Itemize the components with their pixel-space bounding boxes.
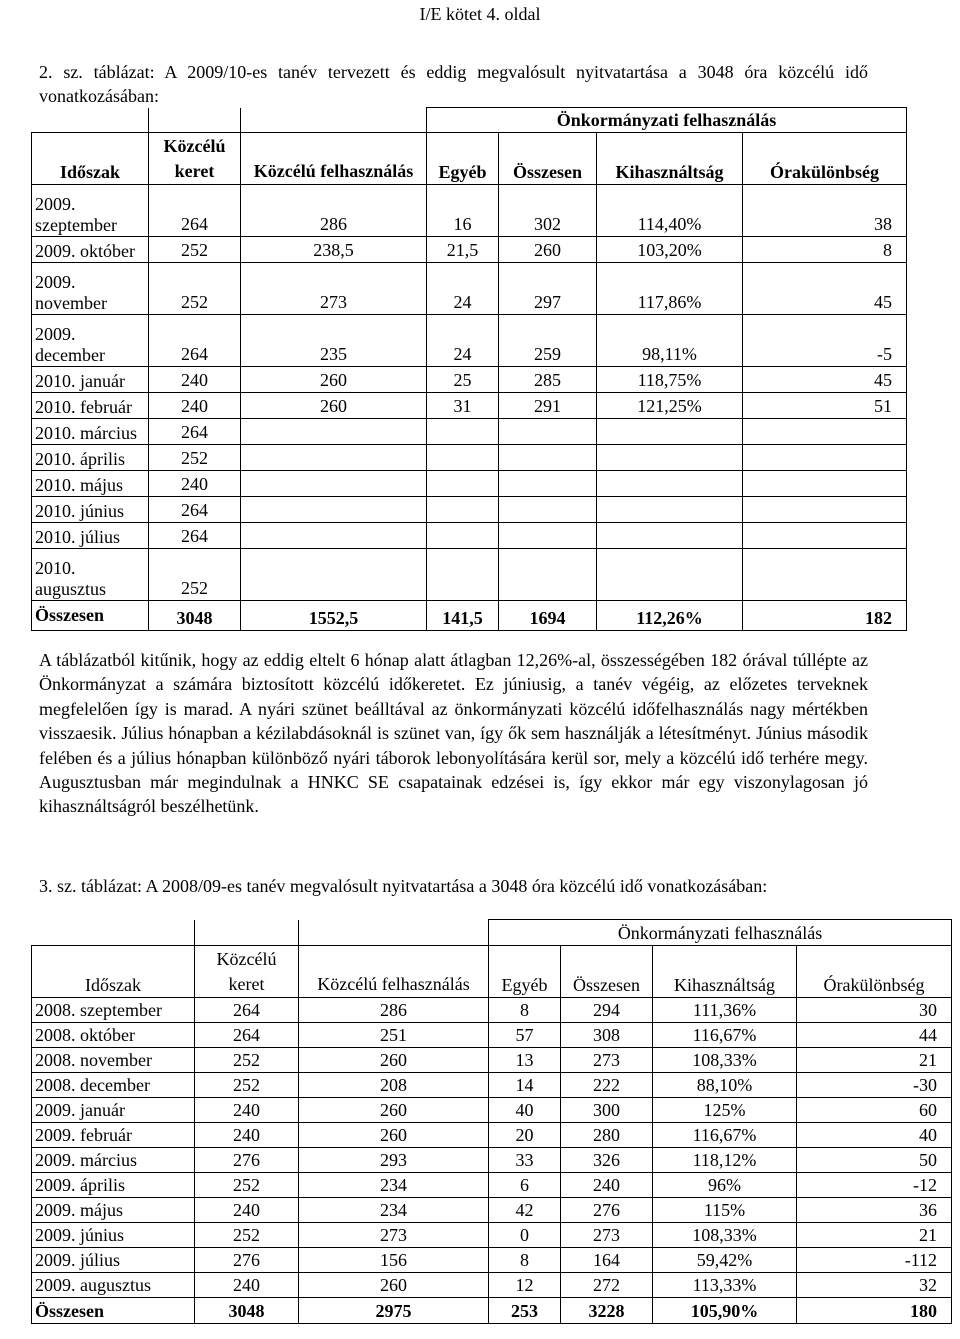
t3-period-cell: 2009. március: [32, 1148, 195, 1173]
t2-value-cell: 302: [499, 185, 597, 237]
t3-row: [32, 1073, 952, 1098]
t2-value-cell: 240: [149, 367, 241, 393]
t3-value-cell: 44: [797, 1023, 952, 1048]
t2-value-cell: 273: [241, 263, 427, 315]
t2-value-cell: [743, 523, 907, 549]
t3-value-cell: 308: [561, 1023, 653, 1048]
t2-row: [32, 367, 907, 393]
t3-value-cell: -12: [797, 1173, 952, 1198]
t3-value-cell: 276: [195, 1248, 299, 1273]
t2-period-cell: 2010. augusztus: [32, 549, 149, 601]
t2-corner: [32, 108, 149, 133]
t3-period-cell: 2009. február: [32, 1123, 195, 1148]
t2-period-cell: 2010. január: [32, 367, 149, 393]
t2-header-felhasznalas: Közcélú felhasználás: [241, 133, 427, 185]
t3-total-cell: 3228: [561, 1298, 653, 1324]
t3-group-header: Önkormányzati felhasználás: [489, 920, 952, 946]
t2-header-keret: Közcélú keret: [149, 133, 241, 185]
t2-value-cell: [597, 445, 743, 471]
t2-value-cell: 238,5: [241, 237, 427, 263]
t3-value-cell: 240: [195, 1273, 299, 1298]
t2-total-cell: 1552,5: [241, 601, 427, 631]
t3-value-cell: 276: [195, 1148, 299, 1173]
t3-value-cell: 264: [195, 998, 299, 1023]
t2-row: [32, 523, 907, 549]
t3-corner3: [299, 920, 489, 946]
t2-value-cell: 264: [149, 315, 241, 367]
t2-value-cell: 21,5: [427, 237, 499, 263]
t3-value-cell: 164: [561, 1248, 653, 1273]
t2-value-cell: [241, 497, 427, 523]
t2-value-cell: [597, 471, 743, 497]
t3-value-cell: 280: [561, 1123, 653, 1148]
t2-value-cell: [499, 523, 597, 549]
t2-period-cell: 2010. április: [32, 445, 149, 471]
t3-value-cell: 118,12%: [653, 1148, 797, 1173]
t3-value-cell: 326: [561, 1148, 653, 1173]
t2-value-cell: 252: [149, 263, 241, 315]
t2-value-cell: 31: [427, 393, 499, 419]
t3-value-cell: 57: [489, 1023, 561, 1048]
t2-group-header: Önkormányzati felhasználás: [427, 108, 907, 133]
t3-value-cell: 30: [797, 998, 952, 1023]
t2-total-cell: 112,26%: [597, 601, 743, 631]
table2: [31, 107, 907, 631]
t3-value-cell: 0: [489, 1223, 561, 1248]
t3-row: [32, 1198, 952, 1223]
t2-value-cell: 16: [427, 185, 499, 237]
t3-header-osszesen: Összesen: [561, 946, 653, 998]
t3-value-cell: 113,33%: [653, 1273, 797, 1298]
t3-value-cell: 42: [489, 1198, 561, 1223]
t2-value-cell: [597, 497, 743, 523]
t2-value-cell: [241, 419, 427, 445]
t2-value-cell: [241, 471, 427, 497]
t3-value-cell: 208: [299, 1073, 489, 1098]
t3-total-label: Összesen: [32, 1298, 195, 1324]
t3-row: [32, 1248, 952, 1273]
t2-header-idoszak: Időszak: [32, 133, 149, 185]
t2-value-cell: [597, 523, 743, 549]
t2-value-cell: [427, 497, 499, 523]
t2-value-cell: 264: [149, 523, 241, 549]
t3-row: [32, 1048, 952, 1073]
t3-value-cell: 252: [195, 1173, 299, 1198]
t3-row: [32, 1098, 952, 1123]
t3-row: [32, 1223, 952, 1248]
t3-value-cell: 286: [299, 998, 489, 1023]
t2-value-cell: 259: [499, 315, 597, 367]
t2-value-cell: [241, 523, 427, 549]
t2-total-cell: 3048: [149, 601, 241, 631]
t2-value-cell: [427, 419, 499, 445]
table2-caption: 2. sz. táblázat: A 2009/10-es tanév tervezett és eddig megvalósult nyitvatartása a 3048 óra közcélú idő vonatkozásában:: [39, 62, 868, 106]
t3-value-cell: 40: [489, 1098, 561, 1123]
t2-value-cell: 235: [241, 315, 427, 367]
t3-value-cell: 273: [299, 1223, 489, 1248]
t2-value-cell: 38: [743, 185, 907, 237]
t2-period-cell: 2009. november: [32, 263, 149, 315]
t2-period-cell: 2010. május: [32, 471, 149, 497]
t3-value-cell: 13: [489, 1048, 561, 1073]
t3-value-cell: 260: [299, 1048, 489, 1073]
t2-row: [32, 445, 907, 471]
t3-value-cell: 240: [561, 1173, 653, 1198]
t2-total-cell: 1694: [499, 601, 597, 631]
t2-period-cell: 2010. július: [32, 523, 149, 549]
t3-value-cell: 96%: [653, 1173, 797, 1198]
table3-caption: 3. sz. táblázat: A 2008/09-es tanév megvalósult nyitvatartása a 3048 óra közcélú idő vonatkozásában:: [39, 876, 768, 896]
t2-value-cell: [499, 549, 597, 601]
t2-value-cell: 118,75%: [597, 367, 743, 393]
t3-value-cell: 20: [489, 1123, 561, 1148]
t2-row: [32, 497, 907, 523]
t2-value-cell: 24: [427, 315, 499, 367]
t3-value-cell: 50: [797, 1148, 952, 1173]
t3-value-cell: 251: [299, 1023, 489, 1048]
t3-value-cell: 272: [561, 1273, 653, 1298]
t2-value-cell: 45: [743, 367, 907, 393]
t3-value-cell: 252: [195, 1048, 299, 1073]
t3-period-cell: 2009. augusztus: [32, 1273, 195, 1298]
t2-header-egyeb: Egyéb: [427, 133, 499, 185]
t3-value-cell: 234: [299, 1198, 489, 1223]
t2-value-cell: 252: [149, 549, 241, 601]
t3-value-cell: 108,33%: [653, 1048, 797, 1073]
t2-row: [32, 315, 907, 367]
t2-period-cell: 2009. október: [32, 237, 149, 263]
t2-value-cell: [499, 471, 597, 497]
t2-value-cell: 121,25%: [597, 393, 743, 419]
t3-row: [32, 1023, 952, 1048]
t2-value-cell: [743, 445, 907, 471]
t3-header-keret: Közcélú keret: [195, 946, 299, 998]
t2-value-cell: 260: [241, 367, 427, 393]
t2-total-row: [32, 601, 907, 631]
t3-total-cell: 105,90%: [653, 1298, 797, 1324]
t2-value-cell: [427, 523, 499, 549]
t3-value-cell: 108,33%: [653, 1223, 797, 1248]
t3-value-cell: 40: [797, 1123, 952, 1148]
t2-row: [32, 263, 907, 315]
t3-value-cell: 260: [299, 1273, 489, 1298]
t3-period-cell: 2009. május: [32, 1198, 195, 1223]
t2-value-cell: [427, 445, 499, 471]
t3-header-idoszak: Időszak: [32, 946, 195, 998]
t3-value-cell: 33: [489, 1148, 561, 1173]
t2-value-cell: [241, 445, 427, 471]
t2-value-cell: 45: [743, 263, 907, 315]
t2-value-cell: [427, 549, 499, 601]
t3-total-row: [32, 1298, 952, 1324]
t2-value-cell: [499, 497, 597, 523]
t3-row: [32, 1123, 952, 1148]
t2-value-cell: 103,20%: [597, 237, 743, 263]
t3-value-cell: 116,67%: [653, 1023, 797, 1048]
t2-value-cell: [427, 471, 499, 497]
t2-value-cell: 260: [241, 393, 427, 419]
t3-corner2: [195, 920, 299, 946]
t2-row: [32, 549, 907, 601]
t2-value-cell: [499, 445, 597, 471]
t2-value-cell: [743, 497, 907, 523]
t2-value-cell: [743, 549, 907, 601]
t3-row: [32, 1273, 952, 1298]
t3-period-cell: 2008. szeptember: [32, 998, 195, 1023]
t2-period-cell: 2010. március: [32, 419, 149, 445]
t3-header-felhasznalas: Közcélú felhasználás: [299, 946, 489, 998]
t3-header-orakulonbseg: Órakülönbség: [797, 946, 952, 998]
t2-period-cell: 2010. június: [32, 497, 149, 523]
t2-header-orakulonbseg: Órakülönbség: [743, 133, 907, 185]
t2-corner2: [149, 108, 241, 133]
t3-total-cell: 253: [489, 1298, 561, 1324]
t3-value-cell: 252: [195, 1223, 299, 1248]
t3-value-cell: 252: [195, 1073, 299, 1098]
t2-value-cell: 286: [241, 185, 427, 237]
t2-value-cell: [597, 419, 743, 445]
t2-row: [32, 471, 907, 497]
t3-period-cell: 2008. október: [32, 1023, 195, 1048]
t3-value-cell: 32: [797, 1273, 952, 1298]
t3-value-cell: 12: [489, 1273, 561, 1298]
t3-row: [32, 1173, 952, 1198]
t2-value-cell: 24: [427, 263, 499, 315]
t3-value-cell: 240: [195, 1098, 299, 1123]
t3-value-cell: 240: [195, 1198, 299, 1223]
t2-period-cell: 2009. december: [32, 315, 149, 367]
t2-value-cell: 264: [149, 497, 241, 523]
t3-value-cell: 111,36%: [653, 998, 797, 1023]
t2-value-cell: 51: [743, 393, 907, 419]
t3-corner: [32, 920, 195, 946]
t3-period-cell: 2009. június: [32, 1223, 195, 1248]
page-header: I/E kötet 4. oldal: [419, 4, 541, 24]
t3-total-cell: 2975: [299, 1298, 489, 1324]
t3-value-cell: 21: [797, 1048, 952, 1073]
t2-row: [32, 237, 907, 263]
t3-value-cell: -112: [797, 1248, 952, 1273]
t2-value-cell: [743, 419, 907, 445]
t2-value-cell: 264: [149, 185, 241, 237]
t3-value-cell: 6: [489, 1173, 561, 1198]
t3-value-cell: 260: [299, 1098, 489, 1123]
t2-value-cell: [743, 471, 907, 497]
t3-value-cell: -30: [797, 1073, 952, 1098]
t3-value-cell: 222: [561, 1073, 653, 1098]
t3-value-cell: 273: [561, 1048, 653, 1073]
t2-value-cell: 291: [499, 393, 597, 419]
t2-value-cell: 114,40%: [597, 185, 743, 237]
t3-row: [32, 998, 952, 1023]
t2-value-cell: -5: [743, 315, 907, 367]
t3-header-kihasznaltsag: Kihasználtság: [653, 946, 797, 998]
t3-period-cell: 2009. január: [32, 1098, 195, 1123]
t3-period-cell: 2009. július: [32, 1248, 195, 1273]
t2-value-cell: [499, 419, 597, 445]
t2-value-cell: [241, 549, 427, 601]
t3-value-cell: 260: [299, 1123, 489, 1148]
t2-value-cell: 264: [149, 419, 241, 445]
t3-value-cell: 116,67%: [653, 1123, 797, 1148]
t2-value-cell: 297: [499, 263, 597, 315]
t2-row: [32, 393, 907, 419]
t2-row: [32, 419, 907, 445]
t3-value-cell: 8: [489, 1248, 561, 1273]
t3-value-cell: 14: [489, 1073, 561, 1098]
t3-total-cell: 180: [797, 1298, 952, 1324]
t2-value-cell: 252: [149, 445, 241, 471]
t3-value-cell: 115%: [653, 1198, 797, 1223]
t2-total-cell: 141,5: [427, 601, 499, 631]
body-paragraph: A táblázatból kitűnik, hogy az eddig eltelt 6 hónap alatt átlagban 12,26%-al, összességében 182 órával túllépte az Önkormányzat a számára biztosított közcélú időkeretet. Ez júniusig, a tanév végéig, az előzetes terveknek megfelelően így is marad. A nyári szünet beálltával az önkormányzati közcélú időfelhasználás nagy mértékben visszaesik. Július hónapban a kézilabdásoknál is szünet van, így ők sem használják a létesítményt. Június második felében és a július hónapban különböző nyári táborok lebonyolítására kerül sor, mely a közcélú idő terhére megy. Augusztusban már megindulnak a HNKC SE csapatainak edzései is, így ekkor már egy viszonylagosan jó kihasználtságról beszélhetünk.: [39, 650, 868, 817]
t3-value-cell: 88,10%: [653, 1073, 797, 1098]
table3: [31, 919, 952, 1324]
t2-row: [32, 185, 907, 237]
t2-corner3: [241, 108, 427, 133]
t2-header-osszesen: Összesen: [499, 133, 597, 185]
t3-period-cell: 2008. december: [32, 1073, 195, 1098]
t3-total-cell: 3048: [195, 1298, 299, 1324]
t3-value-cell: 300: [561, 1098, 653, 1123]
t3-value-cell: 21: [797, 1223, 952, 1248]
t3-value-cell: 60: [797, 1098, 952, 1123]
t3-period-cell: 2008. november: [32, 1048, 195, 1073]
t2-value-cell: 117,86%: [597, 263, 743, 315]
t2-value-cell: 260: [499, 237, 597, 263]
t3-value-cell: 36: [797, 1198, 952, 1223]
t2-value-cell: [597, 549, 743, 601]
t2-total-label: Összesen: [32, 601, 149, 631]
t3-value-cell: 293: [299, 1148, 489, 1173]
t2-value-cell: 252: [149, 237, 241, 263]
t3-value-cell: 156: [299, 1248, 489, 1273]
t3-value-cell: 234: [299, 1173, 489, 1198]
t3-header-egyeb: Egyéb: [489, 946, 561, 998]
t3-value-cell: 273: [561, 1223, 653, 1248]
t3-row: [32, 1148, 952, 1173]
t2-value-cell: 240: [149, 393, 241, 419]
t3-value-cell: 125%: [653, 1098, 797, 1123]
t3-value-cell: 59,42%: [653, 1248, 797, 1273]
t3-value-cell: 276: [561, 1198, 653, 1223]
t2-value-cell: 98,11%: [597, 315, 743, 367]
t2-value-cell: 240: [149, 471, 241, 497]
t2-header-kihasznaltsag: Kihasználtság: [597, 133, 743, 185]
t2-value-cell: 8: [743, 237, 907, 263]
t2-total-cell: 182: [743, 601, 907, 631]
t3-value-cell: 294: [561, 998, 653, 1023]
t2-value-cell: 285: [499, 367, 597, 393]
t2-period-cell: 2009. szeptember: [32, 185, 149, 237]
t2-value-cell: 25: [427, 367, 499, 393]
t3-value-cell: 8: [489, 998, 561, 1023]
t3-value-cell: 264: [195, 1023, 299, 1048]
t2-period-cell: 2010. február: [32, 393, 149, 419]
t3-value-cell: 240: [195, 1123, 299, 1148]
t3-period-cell: 2009. április: [32, 1173, 195, 1198]
